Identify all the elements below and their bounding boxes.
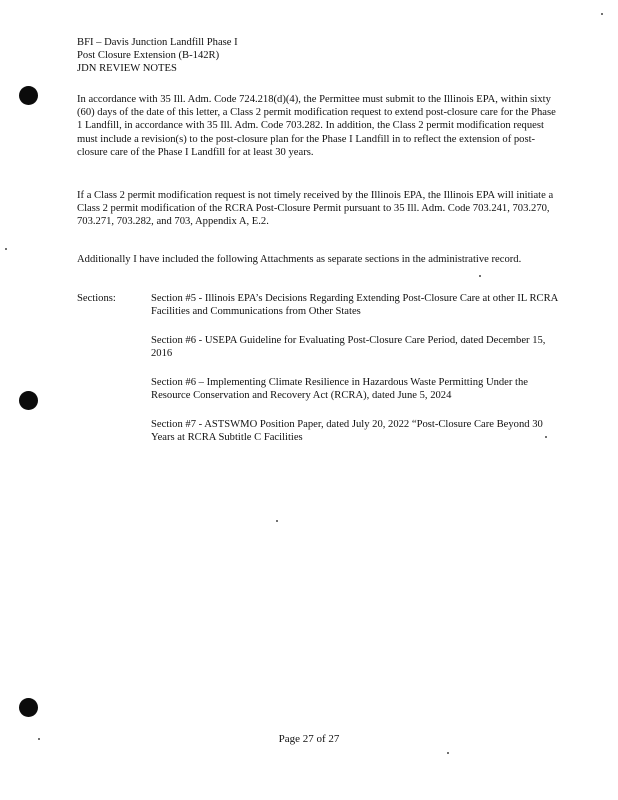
- scan-speck: [479, 275, 481, 277]
- punch-hole-top: [19, 86, 38, 105]
- document-header: [77, 36, 557, 76]
- paragraph-attachments: Additionally I have included the following Attachments as separate sections in the administrative record.: [77, 254, 522, 265]
- paragraph-permit-modification: In accordance with 35 Ill. Adm. Code 724.218(d)(4), the Permittee must submit to the Illinois EPA, within sixty (60) days of the date of this letter, a Class 2 permit modification request to extend post-closure care for the Phase 1 Landfill, in accordance with 35 Ill. Adm. Code 703.282. In addition, the Class 2 permit modification request must include a revision(s) to the post-closure plan for the Phase I Landfill in to reflect the extension of post-closure care of the Phase I Landfill for at least 30 years.: [77, 94, 556, 158]
- scan-speck: [276, 520, 278, 522]
- section-item: Section #6 - USEPA Guideline for Evaluating Post-Closure Care Period, dated December 15, 2016: [151, 335, 546, 360]
- header-permit-line: Post Closure Extension (B-142R): [77, 50, 220, 62]
- punch-hole-bottom: [19, 698, 38, 717]
- sections-label: Sections:: [77, 293, 116, 304]
- section-item: Section #5 - Illinois EPA’s Decisions Regarding Extending Post-Closure Care at other IL RCRA Facilities and Communications from Other States: [151, 293, 558, 318]
- page-number: Page 27 of 27: [278, 733, 340, 745]
- section-item: Section #7 - ASTSWMO Position Paper, dated July 20, 2022 “Post-Closure Care Beyond 30 Years at RCRA Subtitle C Facilities: [151, 419, 543, 444]
- scan-speck: [5, 248, 7, 250]
- paragraph-timely-receipt: If a Class 2 permit modification request is not timely received by the Illinois EPA, the Illinois EPA will initiate a Class 2 permit modification of the RCRA Post-Closure Permit pursuant to 35 Ill. Adm. Code 703.241, 703.270, 703.271, 703.282, and 703, Appendix A, E.2.: [77, 190, 554, 228]
- header-facility-line: BFI – Davis Junction Landfill Phase I: [77, 37, 238, 48]
- scan-speck: [601, 13, 603, 15]
- header-review-notes-line: JDN REVIEW NOTES: [77, 63, 177, 75]
- punch-hole-middle: [19, 391, 38, 410]
- section-item: Section #6 – Implementing Climate Resilience in Hazardous Waste Permitting Under the Resource Conservation and Recovery Act (RCRA), dated June 5, 2024: [151, 377, 529, 402]
- scan-speck: [447, 752, 449, 754]
